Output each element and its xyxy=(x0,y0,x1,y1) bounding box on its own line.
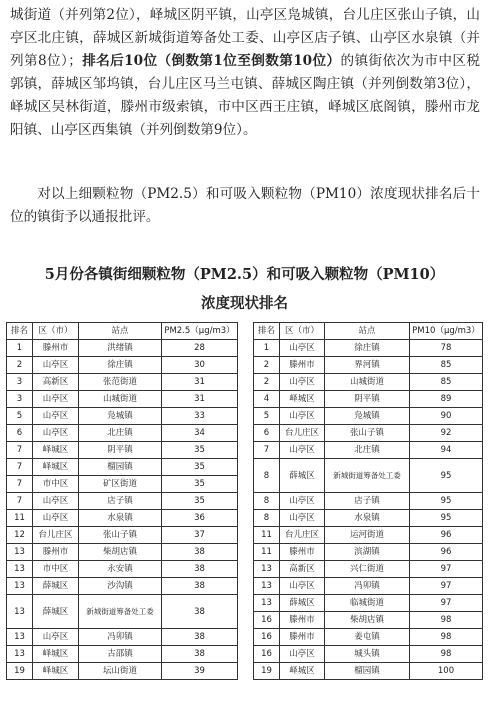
rank-cell: 13 xyxy=(7,544,33,561)
rank-cell: 2 xyxy=(7,357,33,374)
station-cell: 水泉镇 xyxy=(79,510,162,527)
district-cell: 滕州市 xyxy=(280,629,325,646)
table-row xyxy=(7,476,238,493)
rank-cell: 7 xyxy=(7,493,33,510)
table-row xyxy=(7,340,238,357)
table-row xyxy=(7,527,238,544)
district-cell: 峄城区 xyxy=(33,459,79,476)
rank-cell: 13 xyxy=(254,578,280,595)
value-cell: 31 xyxy=(162,391,238,408)
district-cell: 市中区 xyxy=(33,561,79,578)
rank-cell: 3 xyxy=(7,374,33,391)
value-cell: 34 xyxy=(162,425,238,442)
district-cell: 滕州市 xyxy=(33,544,79,561)
station-cell: 店子镇 xyxy=(79,493,162,510)
district-cell: 山亭区 xyxy=(33,357,79,374)
table-row xyxy=(7,442,238,459)
rank-cell: 1 xyxy=(7,340,33,357)
rank-cell: 7 xyxy=(254,442,280,459)
district-cell: 滕州市 xyxy=(280,612,325,629)
value-cell: 38 xyxy=(162,646,238,663)
table-row xyxy=(7,425,238,442)
value-cell: 35 xyxy=(162,442,238,459)
station-cell: 柴胡店镇 xyxy=(325,612,410,629)
rank-cell: 13 xyxy=(254,561,280,578)
station-cell: 柴胡店镇 xyxy=(79,544,162,561)
rank-cell: 2 xyxy=(254,374,280,391)
station-cell: 张山子镇 xyxy=(325,425,410,442)
station-cell: 新城街道筹备处工委 xyxy=(79,595,162,629)
table-row xyxy=(254,595,483,612)
district-cell: 滕州市 xyxy=(280,544,325,561)
table-row xyxy=(254,663,483,680)
value-cell: 38 xyxy=(162,595,238,629)
table-row xyxy=(254,391,483,408)
table-row xyxy=(254,612,483,629)
value-cell: 95 xyxy=(410,493,483,510)
table-row xyxy=(254,340,483,357)
value-cell: 100 xyxy=(410,663,483,680)
station-cell: 榴园镇 xyxy=(79,459,162,476)
value-cell: 95 xyxy=(410,510,483,527)
value-cell: 33 xyxy=(162,408,238,425)
table-row xyxy=(7,374,238,391)
table-row xyxy=(254,561,483,578)
rank-cell: 11 xyxy=(7,510,33,527)
district-cell: 山亭区 xyxy=(280,646,325,663)
table-row xyxy=(254,646,483,663)
table-header-row xyxy=(7,323,238,340)
rank-cell: 11 xyxy=(254,544,280,561)
value-cell: 85 xyxy=(410,374,483,391)
table-row xyxy=(254,425,483,442)
pm25-ranking-table xyxy=(6,322,238,680)
district-cell: 薛城区 xyxy=(280,595,325,612)
rank-cell: 7 xyxy=(7,476,33,493)
station-cell: 永安镇 xyxy=(79,561,162,578)
value-cell: 98 xyxy=(410,612,483,629)
station-cell: 张范街道 xyxy=(79,374,162,391)
table-row xyxy=(7,578,238,595)
station-cell: 徐庄镇 xyxy=(325,340,410,357)
value-cell: 35 xyxy=(162,476,238,493)
rank-cell: 8 xyxy=(254,459,280,493)
table-row xyxy=(254,527,483,544)
station-cell: 临城街道 xyxy=(325,595,410,612)
value-cell: 28 xyxy=(162,340,238,357)
station-cell: 滨湖镇 xyxy=(325,544,410,561)
table-row xyxy=(7,408,238,425)
rank-cell: 16 xyxy=(254,646,280,663)
station-cell: 运河街道 xyxy=(325,527,410,544)
station-cell: 山城街道 xyxy=(325,374,410,391)
table-row xyxy=(7,663,238,680)
paragraph-text: 的镇街依次为市中区税郭镇，薛城区邹坞镇，台儿庄区马兰屯镇、薛城区陶庄镇（并列倒数第3位），峄城区吴林街道，滕州市级索镇，市中区西王庄镇，峄城区底阁镇，滕州市龙阳镇、山亭区西集镇（并列倒数第9位）。 xyxy=(10,53,480,138)
district-cell: 山亭区 xyxy=(280,408,325,425)
station-cell: 店子镇 xyxy=(325,493,410,510)
value-header: PM10（μg/m3） xyxy=(410,323,483,340)
station-cell: 张山子镇 xyxy=(79,527,162,544)
table-row xyxy=(7,493,238,510)
station-cell: 古邵镇 xyxy=(79,646,162,663)
value-cell: 38 xyxy=(162,629,238,646)
rank-cell: 6 xyxy=(7,425,33,442)
district-cell: 山亭区 xyxy=(33,510,79,527)
rank-cell: 13 xyxy=(7,595,33,629)
district-cell: 高新区 xyxy=(280,561,325,578)
value-cell: 38 xyxy=(162,578,238,595)
value-cell: 89 xyxy=(410,391,483,408)
rank-cell: 19 xyxy=(7,663,33,680)
rank-cell: 8 xyxy=(254,493,280,510)
district-cell: 滕州市 xyxy=(280,357,325,374)
station-cell: 兴仁街道 xyxy=(325,561,410,578)
value-cell: 94 xyxy=(410,442,483,459)
table-row xyxy=(7,459,238,476)
value-cell: 36 xyxy=(162,510,238,527)
district-cell: 山亭区 xyxy=(280,442,325,459)
value-header: PM2.5（μg/m3） xyxy=(162,323,238,340)
station-cell: 姜屯镇 xyxy=(325,629,410,646)
district-cell: 薛城区 xyxy=(33,578,79,595)
value-cell: 97 xyxy=(410,595,483,612)
district-cell: 山亭区 xyxy=(280,510,325,527)
rank-cell: 7 xyxy=(7,442,33,459)
station-header: 站点 xyxy=(79,323,162,340)
district-cell: 山亭区 xyxy=(33,493,79,510)
rank-cell: 19 xyxy=(254,663,280,680)
district-cell: 台儿庄区 xyxy=(33,527,79,544)
table-row xyxy=(7,357,238,374)
value-cell: 37 xyxy=(162,527,238,544)
rank-cell: 13 xyxy=(7,561,33,578)
table-row xyxy=(254,493,483,510)
district-cell: 山亭区 xyxy=(280,578,325,595)
table-header-row xyxy=(254,323,483,340)
district-cell: 台儿庄区 xyxy=(280,527,325,544)
table-row xyxy=(254,442,483,459)
value-cell: 96 xyxy=(410,544,483,561)
table-row xyxy=(254,544,483,561)
value-cell: 35 xyxy=(162,493,238,510)
station-cell: 阴平镇 xyxy=(79,442,162,459)
station-cell: 界河镇 xyxy=(325,357,410,374)
value-cell: 31 xyxy=(162,374,238,391)
value-cell: 97 xyxy=(410,578,483,595)
rank-cell: 5 xyxy=(7,408,33,425)
station-cell: 徐庄镇 xyxy=(79,357,162,374)
district-cell: 山亭区 xyxy=(33,425,79,442)
paragraph-text: 城街道（并列第2位），峄城区阴平镇，山亭区凫城镇，台儿庄区张山子镇，山亭区北庄镇，薛城区新城街道筹备处工委、山亭区店子镇、山亭区水泉镇（并列第8位）； xyxy=(10,7,480,69)
table-row xyxy=(254,374,483,391)
station-cell: 水泉镇 xyxy=(325,510,410,527)
station-cell: 北庄镇 xyxy=(79,425,162,442)
value-cell: 85 xyxy=(410,357,483,374)
rank-cell: 6 xyxy=(254,425,280,442)
district-cell: 山亭区 xyxy=(280,493,325,510)
district-cell: 市中区 xyxy=(33,476,79,493)
table-row xyxy=(7,544,238,561)
district-cell: 峄城区 xyxy=(33,646,79,663)
value-cell: 95 xyxy=(410,459,483,493)
ranking-paragraph xyxy=(10,4,480,142)
criticism-paragraph: 对以上细颗粒物（PM2.5）和可吸入颗粒物（PM10）浓度现状排名后十位的镇街予以通报批评。 xyxy=(10,186,480,225)
value-cell: 38 xyxy=(162,544,238,561)
table-row xyxy=(254,629,483,646)
station-cell: 山城街道 xyxy=(79,391,162,408)
table-row xyxy=(7,595,238,629)
table-title: 5月份各镇街细颗粒物（PM2.5）和可吸入颗粒物（PM10） xyxy=(44,266,445,283)
station-cell: 冯卯镇 xyxy=(79,629,162,646)
district-cell: 峄城区 xyxy=(33,663,79,680)
pm10-ranking-table xyxy=(253,322,483,680)
district-cell: 山亭区 xyxy=(280,374,325,391)
rank-cell: 16 xyxy=(254,612,280,629)
rank-cell: 3 xyxy=(7,391,33,408)
value-cell: 78 xyxy=(410,340,483,357)
station-cell: 沙沟镇 xyxy=(79,578,162,595)
table-row xyxy=(254,510,483,527)
station-cell: 洪绪镇 xyxy=(79,340,162,357)
value-cell: 30 xyxy=(162,357,238,374)
district-cell: 山亭区 xyxy=(33,391,79,408)
district-cell: 峄城区 xyxy=(280,391,325,408)
table-row xyxy=(254,357,483,374)
district-cell: 滕州市 xyxy=(33,340,79,357)
district-cell: 薛城区 xyxy=(280,459,325,493)
table-subtitle: 浓度现状排名 xyxy=(201,295,288,312)
value-cell: 92 xyxy=(410,425,483,442)
station-cell: 城头镇 xyxy=(325,646,410,663)
rank-header: 排名 xyxy=(254,323,280,340)
station-cell: 新城街道筹备处工委 xyxy=(325,459,410,493)
value-cell: 97 xyxy=(410,561,483,578)
station-cell: 阴平镇 xyxy=(325,391,410,408)
table-row xyxy=(254,408,483,425)
rank-header: 排名 xyxy=(7,323,33,340)
table-row xyxy=(7,561,238,578)
station-cell: 坛山街道 xyxy=(79,663,162,680)
value-cell: 39 xyxy=(162,663,238,680)
paragraph-bold-text: 排名后10位（倒数第1位至倒数第10位） xyxy=(81,53,341,69)
table-row xyxy=(254,459,483,493)
value-cell: 96 xyxy=(410,527,483,544)
rank-cell: 1 xyxy=(254,340,280,357)
value-cell: 98 xyxy=(410,646,483,663)
district-cell: 山亭区 xyxy=(33,629,79,646)
value-cell: 98 xyxy=(410,629,483,646)
district-cell: 薛城区 xyxy=(33,595,79,629)
value-cell: 35 xyxy=(162,459,238,476)
rank-cell: 11 xyxy=(254,527,280,544)
district-cell: 峄城区 xyxy=(280,663,325,680)
rank-cell: 7 xyxy=(7,459,33,476)
rank-cell: 4 xyxy=(254,391,280,408)
district-cell: 台儿庄区 xyxy=(280,425,325,442)
value-cell: 90 xyxy=(410,408,483,425)
table-row xyxy=(7,391,238,408)
value-cell: 38 xyxy=(162,561,238,578)
district-header: 区（市） xyxy=(33,323,79,340)
rank-cell: 13 xyxy=(254,595,280,612)
district-header: 区（市） xyxy=(280,323,325,340)
rank-cell: 12 xyxy=(7,527,33,544)
station-header: 站点 xyxy=(325,323,410,340)
station-cell: 凫城镇 xyxy=(325,408,410,425)
rank-cell: 16 xyxy=(254,629,280,646)
table-row xyxy=(7,646,238,663)
station-cell: 矿区街道 xyxy=(79,476,162,493)
rank-cell: 2 xyxy=(254,357,280,374)
rank-cell: 13 xyxy=(7,646,33,663)
station-cell: 北庄镇 xyxy=(325,442,410,459)
table-row xyxy=(7,629,238,646)
rank-cell: 13 xyxy=(7,629,33,646)
rank-cell: 5 xyxy=(254,408,280,425)
table-row xyxy=(254,578,483,595)
district-cell: 高新区 xyxy=(33,374,79,391)
rank-cell: 8 xyxy=(254,510,280,527)
station-cell: 冯卯镇 xyxy=(325,578,410,595)
district-cell: 山亭区 xyxy=(33,408,79,425)
table-row xyxy=(7,510,238,527)
district-cell: 山亭区 xyxy=(280,340,325,357)
station-cell: 凫城镇 xyxy=(79,408,162,425)
district-cell: 峄城区 xyxy=(33,442,79,459)
station-cell: 榴园镇 xyxy=(325,663,410,680)
rank-cell: 13 xyxy=(7,578,33,595)
